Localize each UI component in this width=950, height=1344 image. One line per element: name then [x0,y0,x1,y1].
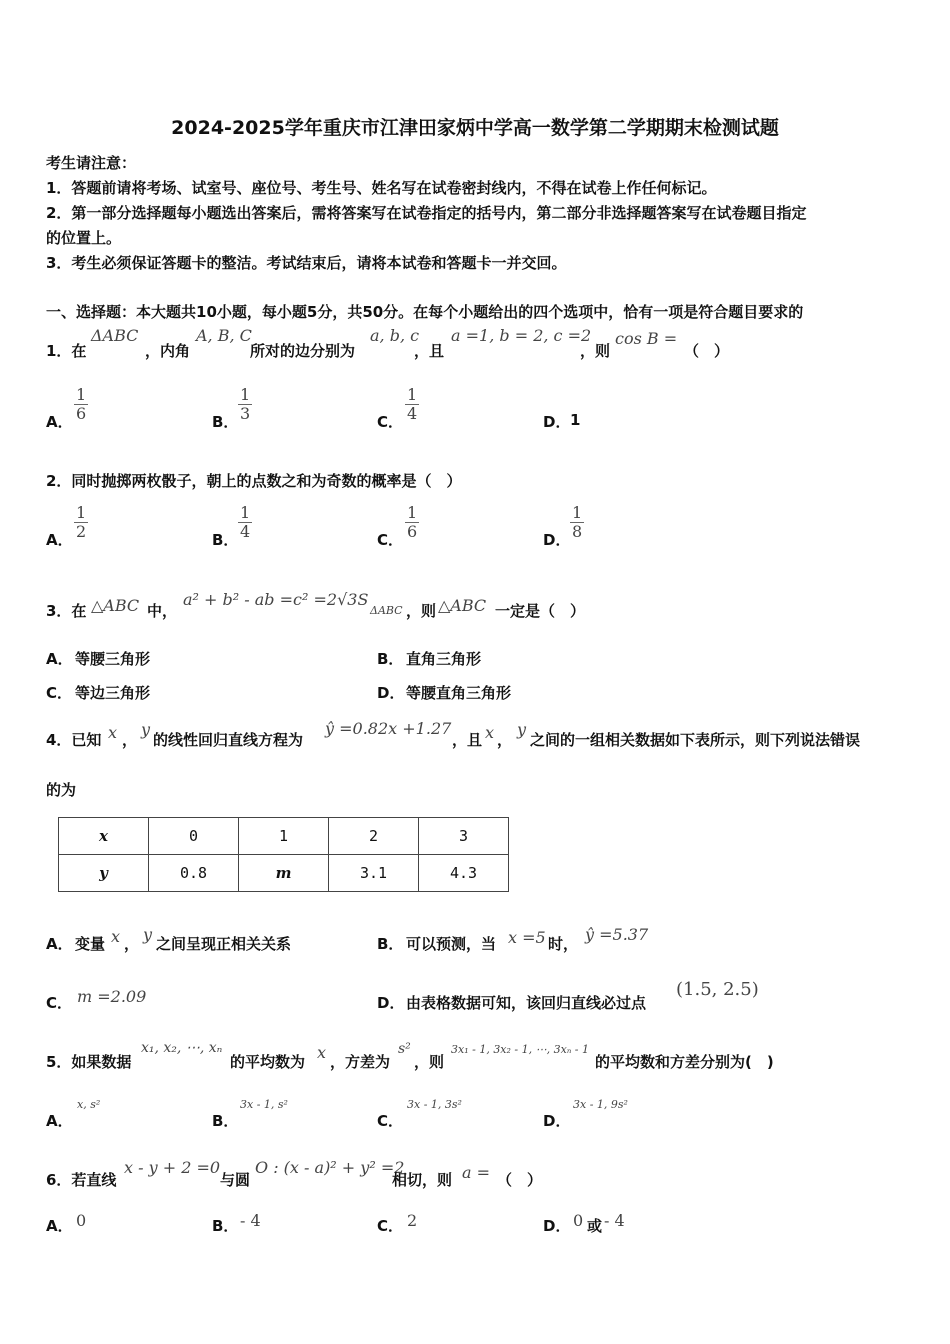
q3-math: △ABC [438,596,487,615]
table-cell: m [239,855,329,892]
option-math: - 4 [604,1211,625,1230]
numerator: 1 [76,385,87,404]
q6-math: a = [462,1163,491,1182]
fraction [74,504,88,541]
q6-text: 6．若直线 [46,1171,117,1189]
q4-text: 之间的一组相关数据如下表所示，则下列说法错误 [530,731,861,749]
q5-text: ，方差为 [330,1053,391,1071]
q3-math: △ABC [91,596,140,615]
option-value: 等边三角形 [75,684,151,702]
data-table [58,817,509,892]
option-math: 0 [573,1211,584,1230]
fraction [74,386,88,423]
option-label: D． [377,994,405,1012]
option-label: B． [212,1112,239,1130]
q5-text: 5．如果数据 [46,1053,132,1071]
numerator: 1 [407,385,418,404]
option-math: (1.5, 2.5) [676,979,759,1000]
option-label: C． [46,684,73,702]
option-text: 时， [548,935,579,953]
option-text: ， [124,935,140,953]
numerator: 1 [240,503,251,522]
table-row [59,855,509,892]
table-cell: 2 [329,818,419,855]
option-math: 3x - 1, s² [240,1098,288,1111]
option-label: B． [377,650,404,668]
option-text: 由表格数据可知，该回归直线必过点 [406,994,647,1012]
option-math: 3x - 1, 9s² [573,1098,628,1111]
q5-text: ，则 [414,1053,445,1071]
option-math: m =2.09 [77,987,147,1006]
table-cell: 3 [419,818,509,855]
q4-text: ， [497,731,513,749]
numerator: 1 [572,503,583,522]
option-value: 等腰直角三角形 [406,684,512,702]
q3-math-subscript: ΔABC [370,604,403,617]
notice-item: 3．考生必须保证答题卡的整洁。考试结束后，请将本试卷和答题卡一并交回。 [46,254,567,272]
numerator: 1 [407,503,418,522]
denominator: 8 [572,522,583,541]
table-cell: 4.3 [419,855,509,892]
q6-math: O : (x - a)² + y² =2 [255,1158,405,1177]
q4-math: ŷ =0.82x +1.27 [325,719,452,738]
option-label: C． [377,1112,404,1130]
page-title: 2024-2025学年重庆市江津田家炳中学高一数学第二学期期末检测试题 [171,117,779,139]
option-value: 直角三角形 [406,650,482,668]
q1-math: a, b, c [370,326,420,345]
option-math: x, s² [77,1098,101,1111]
option-label: C． [377,1217,404,1235]
q6-text: 与圆 [220,1171,251,1189]
table-row [59,818,509,855]
q1-math: ΔABC [91,326,139,345]
q4-math: x [485,723,495,742]
q1-text: ，且 [414,342,445,360]
fraction [238,386,252,423]
option-label: B． [212,413,239,431]
notice-item: 2．第一部分选择题每小题选出答案后，需将答案写在试卷指定的括号内，第二部分非选择题答案写在试卷题目指定 [46,204,807,222]
option-label: D． [377,684,405,702]
option-math: 3x - 1, 3s² [407,1098,462,1111]
denominator: 2 [76,522,87,541]
fraction [570,504,584,541]
q5-text: 的平均数和方差分别为( ) [595,1053,774,1071]
fraction [405,386,419,423]
q4-text: 的线性回归直线方程为 [153,731,304,749]
option-label: D． [543,1112,571,1130]
fraction [405,504,419,541]
q4-text: ， [122,731,138,749]
option-math: y [143,925,153,944]
q5-math: 3x₁ - 1, 3x₂ - 1, ⋯, 3xₙ - 1 [451,1043,589,1056]
notice-heading: 考生请注意： [46,154,137,172]
q4-text: 的为 [46,781,77,799]
q4-text: ，且 [452,731,483,749]
option-value: 等腰三角形 [75,650,151,668]
option-text: 或 [587,1217,603,1235]
option-math: 0 [76,1211,87,1230]
option-text: 变量 [75,935,106,953]
numerator: 1 [76,503,87,522]
denominator: 4 [240,522,251,541]
q1-text: ，内角 [145,342,191,360]
q4-math: x [108,723,118,742]
table-cell: 0 [149,818,239,855]
section-heading: 一、选择题：本大题共10小题，每小题5分，共50分。在每个小题给出的四个选项中，恰有一项是符合题目要求的 [46,303,804,321]
q4-math: y [141,720,151,739]
q3-text: ，则 [406,602,437,620]
q3-text: 中， [147,602,178,620]
option-math: x [111,927,121,946]
option-label: D． [543,531,571,549]
option-label: C． [377,531,404,549]
q6-text: 相切，则 [392,1171,453,1189]
q5-math: x₁, x₂, ⋯, xₙ [141,1040,223,1056]
q5-math: x [317,1043,327,1062]
q1-text: （ ） [684,342,730,360]
table-cell: 1 [239,818,329,855]
q6-text: （ ） [497,1171,543,1189]
option-label: B． [212,531,239,549]
q5-math: s² [398,1041,411,1057]
table-cell: 0.8 [149,855,239,892]
option-math: ŷ =5.37 [585,925,649,944]
option-label: A． [46,650,73,668]
table-cell: 3.1 [329,855,419,892]
q1-math: A, B, C [196,326,252,345]
q3-text: 一定是（ ） [495,602,586,620]
option-label: B． [212,1217,239,1235]
notice-item: 1．答题前请将考场、试室号、座位号、考生号、姓名写在试卷密封线内，不得在试卷上作任何标记。 [46,179,717,197]
q1-math: cos B = [615,329,678,348]
option-text: 之间呈现正相关关系 [156,935,292,953]
q4-text: 4．已知 [46,731,102,749]
option-label: A． [46,1217,73,1235]
option-math: - 4 [240,1211,261,1230]
option-math: 2 [407,1211,418,1230]
q6-math: x - y + 2 =0 [124,1158,221,1177]
q4-math: y [517,720,527,739]
option-label: C． [377,413,404,431]
q1-text: 1．在 [46,342,87,360]
q1-text: ，则 [580,342,611,360]
denominator: 4 [407,404,418,423]
option-label: A． [46,413,73,431]
option-label: C． [46,994,73,1012]
q3-math: a² + b² - ab =c² =2√3S [183,590,369,609]
q1-math: a =1, b = 2, c =2 [451,326,592,345]
option-math: x =5 [508,928,546,947]
denominator: 6 [407,522,418,541]
option-label: D． [543,413,571,431]
table-cell: x [59,818,149,855]
option-label: D． [543,1217,571,1235]
denominator: 6 [76,404,87,423]
table-cell: y [59,855,149,892]
option-label: A． [46,531,73,549]
numerator: 1 [240,385,251,404]
option-label: B． [377,935,404,953]
option-label: A． [46,935,73,953]
q1-text: 所对的边分别为 [250,342,356,360]
notice-item: 的位置上。 [46,229,122,247]
q3-text: 3．在 [46,602,87,620]
option-text: 可以预测，当 [406,935,497,953]
q5-text: 的平均数为 [230,1053,306,1071]
denominator: 3 [240,404,251,423]
q2-text: 2．同时抛掷两枚骰子，朝上的点数之和为奇数的概率是（ ） [46,472,462,490]
option-label: A． [46,1112,73,1130]
option-value: 1 [570,411,581,429]
fraction [238,504,252,541]
